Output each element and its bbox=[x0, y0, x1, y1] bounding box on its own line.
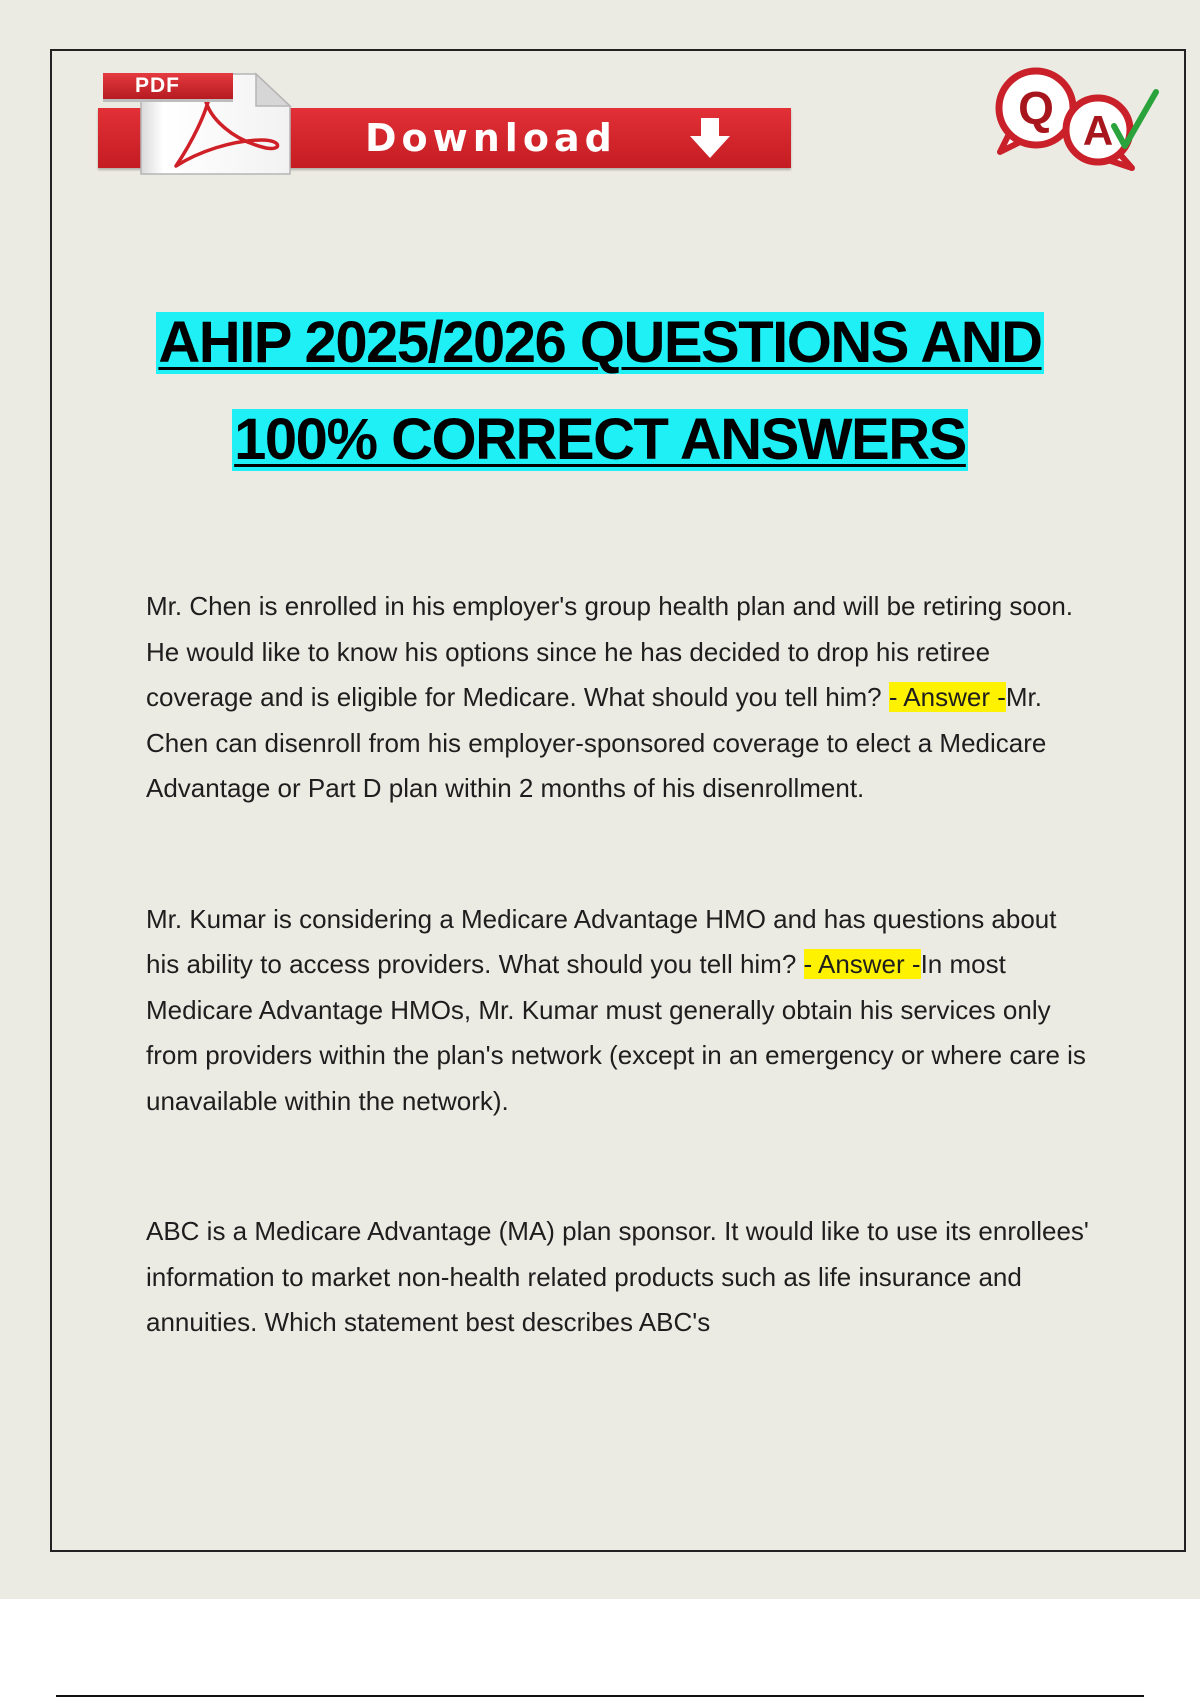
qa-logo bbox=[990, 66, 1160, 174]
pdf-download-banner[interactable] bbox=[98, 70, 793, 178]
footer-rule bbox=[56, 1695, 1144, 1697]
qa-item bbox=[146, 1209, 1092, 1346]
qa-item bbox=[146, 897, 1092, 1125]
a-letter: A bbox=[1082, 107, 1114, 154]
question-text: ABC is a Medicare Advantage (MA) plan sponsor. It would like to use its enrollees' information to market non-health related products such as life insurance and annuities. Which statement best describes ABC's bbox=[146, 1216, 1089, 1337]
answer-text: Mr. Chen can disenroll from his employer-sponsored coverage to elect a Medicare Advantage or Part D plan within 2 months of his disenrollment. bbox=[146, 682, 1047, 803]
a-bubble-icon bbox=[1066, 98, 1132, 168]
pdf-tag: PDF bbox=[103, 73, 233, 99]
title-line-2 bbox=[0, 409, 1200, 506]
qa-item bbox=[146, 584, 1092, 812]
question-text: Mr. Chen is enrolled in his employer's group health plan and will be retiring soon. He would like to know his options since he has decided to drop his retiree coverage and is eligible for Medicare. What should you tell him? bbox=[146, 591, 1074, 712]
qa-list bbox=[146, 584, 1092, 1431]
document-title bbox=[0, 312, 1200, 506]
down-arrow-icon bbox=[686, 116, 734, 160]
answer-marker: - Answer - bbox=[888, 682, 1006, 712]
download-label[interactable]: Download bbox=[365, 116, 617, 160]
title-line-1-text: AHIP 2025/2026 QUESTIONS AND bbox=[158, 310, 1042, 375]
answer-marker: - Answer - bbox=[803, 949, 921, 979]
question-text: Mr. Kumar is considering a Medicare Advantage HMO and has questions about his ability to access providers. What should you tell him? bbox=[146, 903, 1057, 979]
answer-text: In most Medicare Advantage HMOs, Mr. Kumar must generally obtain his services only from providers within the plan's network (except in an emergency or where care is unavailable within the network). bbox=[146, 949, 1086, 1116]
q-letter: Q bbox=[1018, 82, 1054, 134]
title-line-2-text: 100% CORRECT ANSWERS bbox=[234, 407, 966, 472]
title-line-1 bbox=[0, 312, 1200, 409]
q-bubble-icon bbox=[999, 71, 1073, 152]
